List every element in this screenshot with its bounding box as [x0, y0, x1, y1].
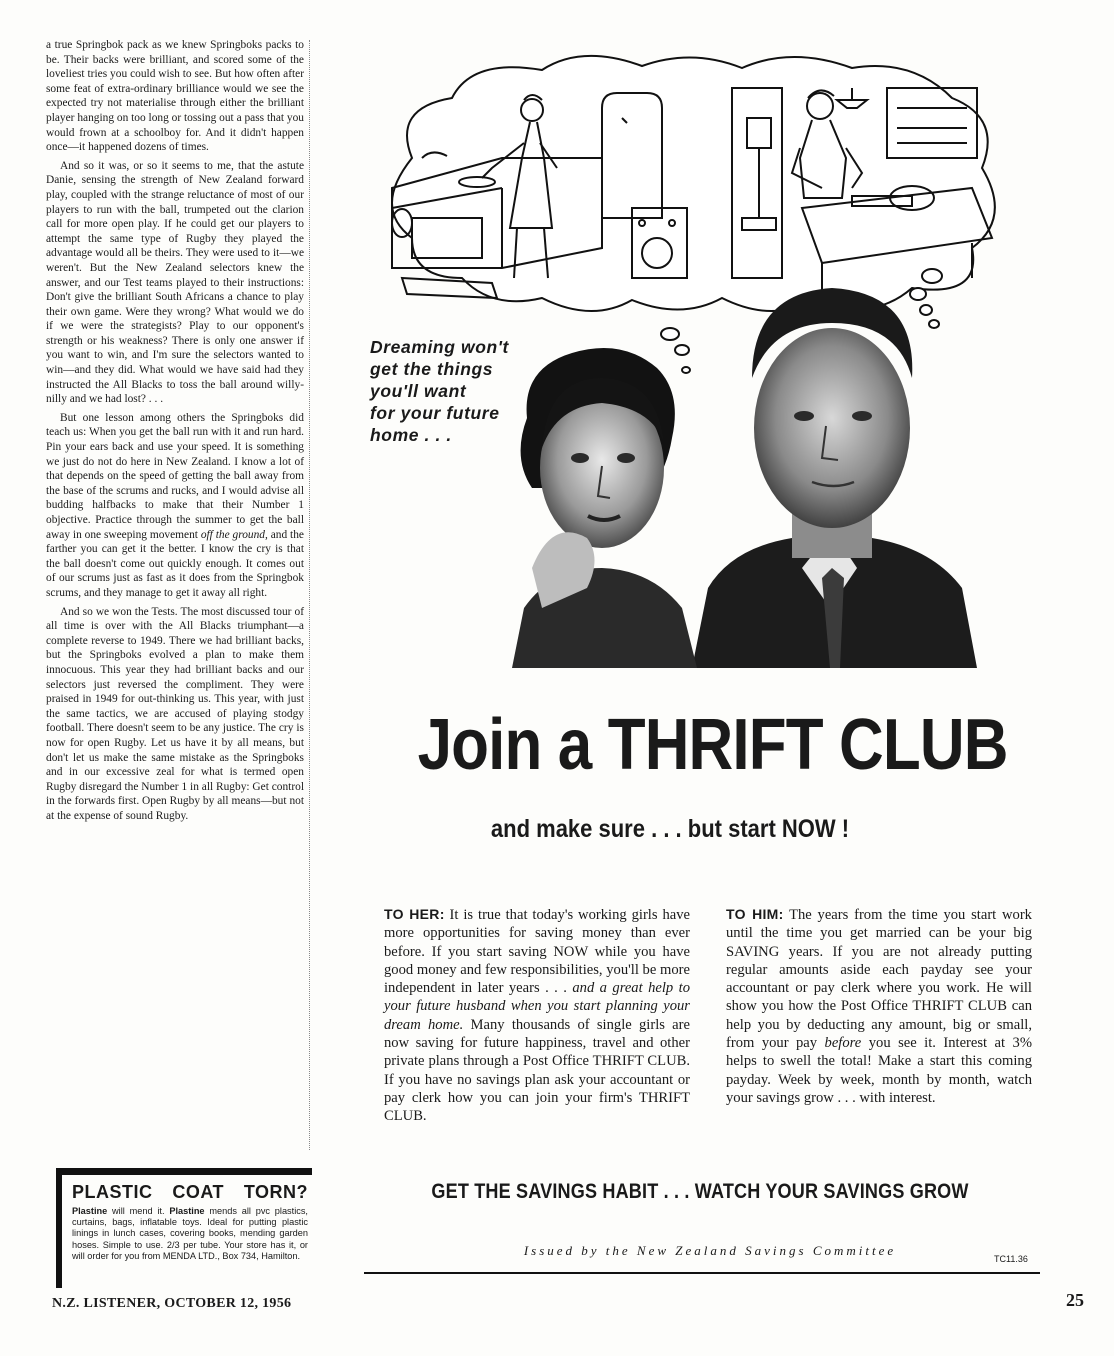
brand-name: Plastine [72, 1206, 108, 1216]
to-her-text: Many thousands of single girls are now saving for future happiness, travel and other private plans through a Post Office THRIFT CLUB. If you have no savings plan ask your accountant or pay clerk how you can join your firm's THRIFT CLUB. [384, 1016, 690, 1125]
brand-name: Plastine [169, 1206, 205, 1216]
ad-code: TC11.36 [994, 1254, 1028, 1264]
ad-bottom-rule [364, 1272, 1040, 1274]
to-him-text: The years from the time you start work until the time you get married can be your big SAVING years. If you are not already putting regular amounts aside each payday see your accountant or pay clerk where you work. He will show you how the Post Office THRIFT CLUB can help you by deducting any amount, big or small, from your pay [726, 907, 1032, 1052]
to-him-italic: before [824, 1035, 862, 1052]
to-him-label: TO HIM: [726, 906, 784, 922]
column-divider [309, 40, 310, 1150]
rugby-article [46, 38, 304, 827]
couple-photograph [512, 288, 977, 668]
savings-tagline: GET THE SAVINGS HABIT . . . WATCH YOUR SAVINGS GROW [431, 1180, 969, 1203]
headline-join: Join a [417, 705, 592, 785]
to-her-text: It is true that today's working girls have more opportunities for saving money than ever before. If you start saving NOW while you have good money and few responsibilities, you'll be more independent in later years . . . [384, 907, 690, 997]
plastine-text: will mend it. [107, 1206, 170, 1216]
article-text: But one lesson among others the Springboks did teach us: When you get the ball run with it and run hard. Pin your ears back and use your speed. It is something we just do not do here in New Zealand. I know a lot of that depends on the speed of getting the ball away from the base of the scrums and rucks, and I would advise all budding halfbacks to make that their Number 1 objective. Practice through the summer to get the ball away in one sweeping movement [46, 411, 304, 541]
advert-top-bar [56, 1168, 312, 1175]
article-paragraph: And so we won the Tests. The most discussed tour of all time is over with the All Blacks triumphant—a complete reverse to 1949. There we had brilliant backs, but the Springboks evolved a plan to make them innocuous. This year they had brilliant backs and our selectors just reversed the compliment. They were praised in 1949 for out-thinking us. This year, with just the same tactics, we are accused of playing stodgy football. There doesn't seem to be any justice. The cry is now for open Rugby. Let us have it by all means, but don't let us make the same mistake as the Springboks and in our excessive zeal for what is termed open Rugby disregard the Number 1 in all Rugby: Get control in the forwards first. Open Rugby by all means—but not at the expense of sound Rugby. [46, 605, 304, 822]
plastine-text: mends all pvc plastics, curtains, bags, inflatable toys. Ideal for putting plastic linings in lunch cases, covering books, mending garden hoses. Simple to use. 2/3 per tube. Your store has it, or will order for you from MENDA LTD., Box 734, Hamilton. [72, 1206, 308, 1261]
headline-thrift-club: THRIFT CLUB [607, 705, 1008, 785]
dream-caption [370, 336, 540, 446]
plastine-heading: PLASTIC COAT TORN? [72, 1182, 308, 1202]
ad-subhead: and make sure . . . but start NOW ! [490, 815, 850, 843]
article-paragraph [46, 411, 304, 601]
article-paragraph: a true Springbok pack as we knew Springboks packs to be. Their backs were brilliant, and scored some of the loveliest tries you could wish to see. But how often after some feat of extra-ordinary brilliance would we see the expected try not materialise through either the brilliant player hanging on too long or tossing out a pass that you would frown at a schoolboy for. And it didn't happen once—it happened dozens of times. [46, 39, 304, 154]
plastine-body [72, 1206, 308, 1262]
dream-line: you'll want [370, 381, 467, 401]
to-her-label: TO HER: [384, 906, 445, 922]
masthead-footer: N.Z. LISTENER, OCTOBER 12, 1956 [52, 1296, 292, 1311]
to-him-text: you see it. Interest at 3% helps to swell the total! Make a start this coming payday. Week by week, month by month, watch your savings grow . . . with interest. [726, 1035, 1032, 1106]
to-her-italic: and a great help to your future husband when you start planning your dream home. [384, 980, 690, 1033]
issued-by-line: Issued by the New Zealand Savings Committee [523, 1243, 897, 1258]
to-him-paragraph [726, 905, 1032, 1107]
to-her-paragraph [384, 905, 690, 1126]
thought-cloud [392, 56, 995, 311]
dream-line: home . . . [370, 425, 452, 445]
dream-line: Dreaming won't [370, 337, 509, 357]
page-number: 25 [1066, 1290, 1084, 1310]
article-paragraph: And so it was, or so it seems to me, that the astute Danie, sensing the strength of New Zealand forward play, coupled with the strange reluctance of most of our players to run with the ball, trumpeted out the clarion call for more open play. If he could get our players to attempt the same type of Rugby they played the advantage would all be theirs. They were used to it—we weren't. But the New Zealand selectors knew the answer, and our Test teams played to their instructions: Don't give the brilliant South Africans a chance to play their own game. Were they wrong? What would we do if we were the strategists? Play to our opponent's strength or his weakness? There is only one answer if you want to win, and I'm sure the selectors wanted to win—and they did. What would we have said had they instructed the All Blacks to toss the ball around willy-nilly and we had lost? . . . [46, 159, 304, 406]
dream-line: get the things [370, 359, 494, 379]
ad-headline [417, 700, 1008, 790]
dream-line: for your future [370, 403, 500, 423]
article-emphasis: off the ground, [200, 528, 268, 541]
article-text: and the farther you can get it the better. I know the cry is that the ball doesn't come out quickly enough. It comes out of our scrums just as fast as it does from the Springbok scrums, and they manage to get it away all right. [46, 528, 304, 599]
plastine-advert [56, 1168, 306, 1288]
